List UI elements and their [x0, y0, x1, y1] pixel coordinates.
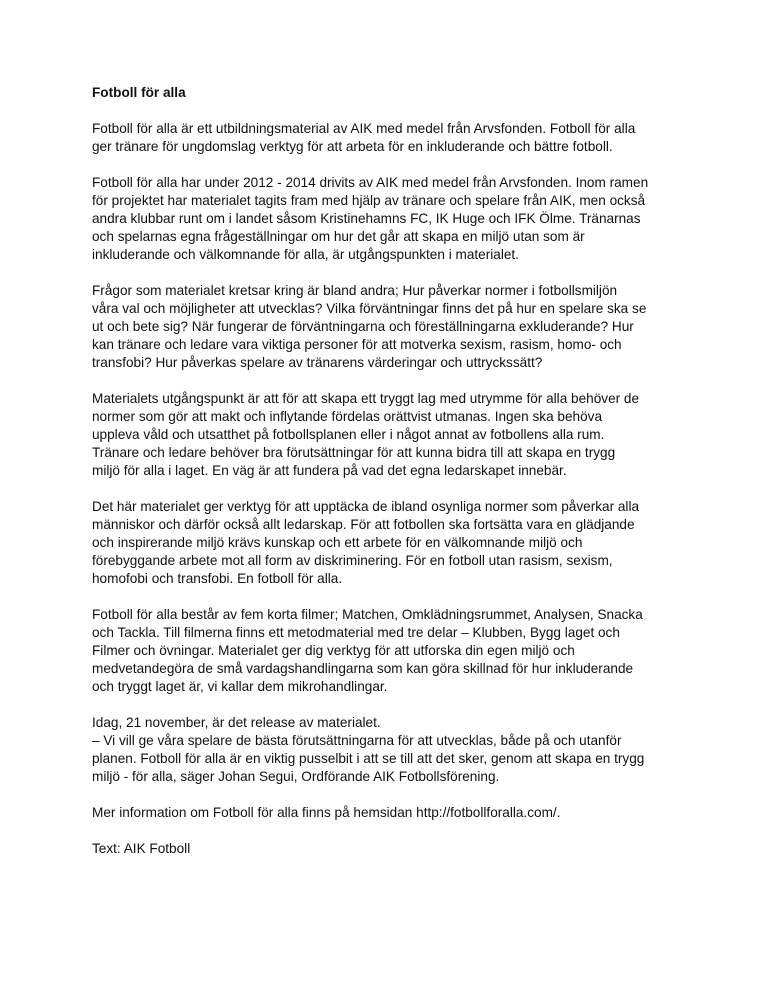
document-page — [92, 84, 682, 876]
paragraph-questions: Frågor som materialet kretsar kring är bland andra; Hur påverkar normer i fotbollsmiljön våra val och möjligheter att utvecklas? Vilka förväntningar finns det på hur en spelare ska se ut och bete sig? När fungerar de förväntningarna och föreställningarna exkluderande? Hur kan tränare och ledare vara viktiga personer för att motverka sexism, rasism, homo- och transfobi? Hur påverkas spelare av tränarens värderingar och uttryckssätt? — [92, 283, 647, 370]
paragraph-more-info: Mer information om Fotboll för alla finns på hemsidan http://fotbollforalla.com/. — [92, 805, 561, 820]
paragraph-starting-point: Materialets utgångspunkt är att för att skapa ett tryggt lag med utrymme för alla behöver de normer som gör att makt och inflytande fördelas orättvist utmanas. Ingen ska behöva uppleva våld och utsatthet på fotbollsplanen eller i något annat av fotbollens alla rum. Tränare och ledare behöver bra förutsättningar för att kunna bidra till att skapa en trygg miljö för alla i laget. En väg är att fundera på vad det egna ledarskapet innebär. — [92, 391, 640, 478]
paragraph-credit: Text: AIK Fotboll — [92, 841, 191, 856]
paragraph-project-background: Fotboll för alla har under 2012 - 2014 drivits av AIK med medel från Arvsfonden. Inom ramen för projektet har materialet tagits fram med hjälp av tränare och spelare från AIK, men också andra klubbar runt om i landet såsom Kristinehamns FC, IK Huge och IFK Ölme. Tränarnas och spelarnas egna frågeställningar om hur det går att skapa en miljö utan som är inkluderande och välkomnande för alla, är utgångspunkten i materialet. — [92, 175, 649, 262]
paragraph-tools: Det här materialet ger verktyg för att upptäcka de ibland osynliga normer som påverkar alla människor och därför också allt ledarskap. För att fotbollen ska fortsätta vara en glädjande och inspirerande miljö krävs kunskap och ett arbete för en välkomnande miljö och förebyggande arbete mot all form av diskriminering. För en fotboll utan rasism, sexism, homofobi och transfobi. En fotboll för alla. — [92, 499, 640, 586]
document-title: Fotboll för alla — [92, 85, 186, 100]
paragraph-intro: Fotboll för alla är ett utbildningsmaterial av AIK med medel från Arvsfonden. Fotboll för alla ger tränare för ungdomslag verktyg för att arbeta för en inkluderande och bättre fotboll. — [92, 121, 636, 154]
paragraph-films: Fotboll för alla består av fem korta filmer; Matchen, Omklädningsrummet, Analysen, Snacka och Tackla. Till filmerna finns ett metodmaterial med tre delar – Klubben, Bygg laget och Filmer och övningar. Materialet ger dig verktyg för att utforska din egen miljö och medvetandegöra de små vardagshandlingarna som kan göra skillnad för hur inkluderande och tryggt laget är, vi kallar dem mikrohandlingar. — [92, 607, 643, 694]
paragraph-release-quote: Idag, 21 november, är det release av materialet. – Vi vill ge våra spelare de bästa förutsättningarna för att utvecklas, både på och utanför planen. Fotboll för alla är en viktig pusselbit i att se till att det sker, genom att skapa en trygg miljö - för alla, säger Johan Segui, Ordförande AIK Fotbollsförening. — [92, 715, 645, 784]
